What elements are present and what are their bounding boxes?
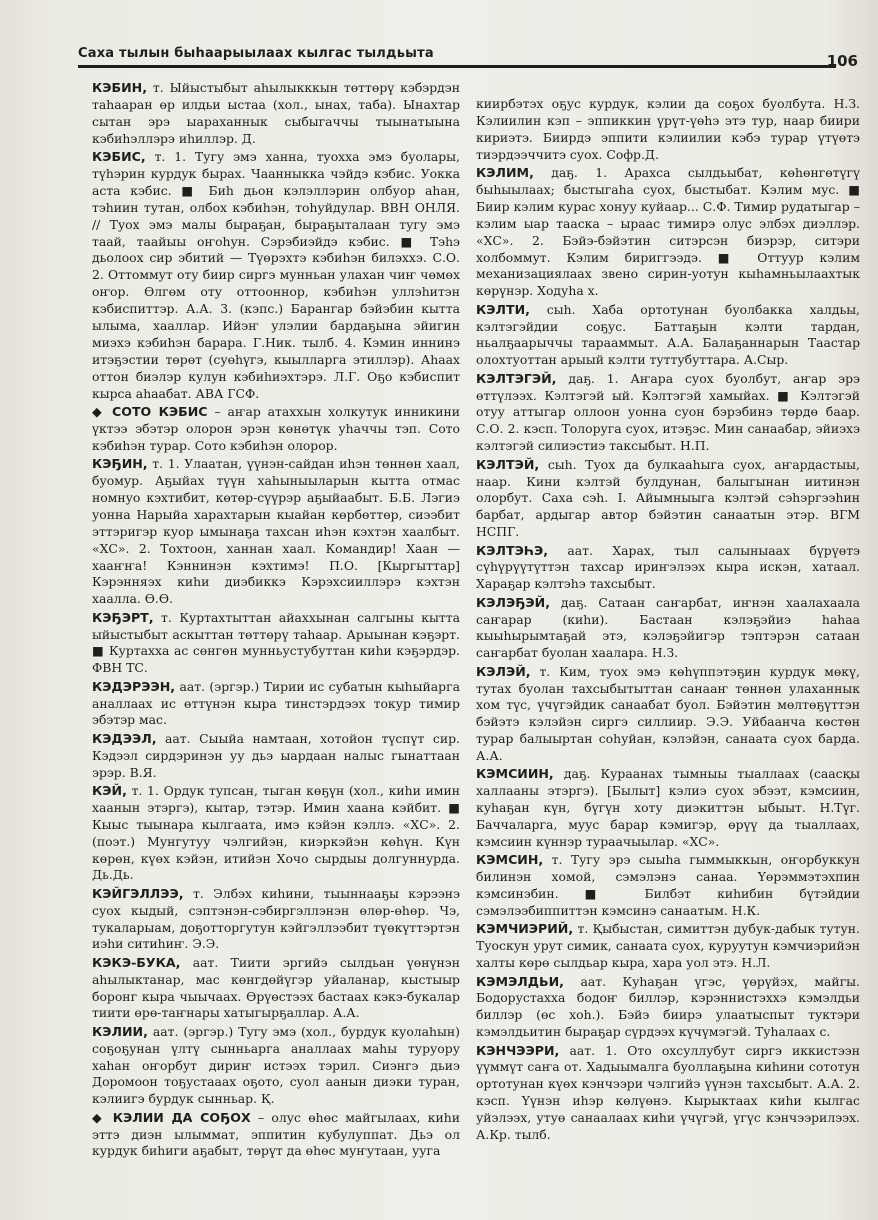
entry-headword: КЭЛЭҔЭЙ, [476, 594, 550, 610]
entry-definition: т. Тугу эрэ сыыһа гыммыккын, оҥорбуккун билинэн хомой, сэмэлэнэ санаа. Үөрэммэтэхпин кэмсинэбин. ■ Билбэт киһибин бүтэйдии сэмэлээбиппиттэн кэмсинэ санаатым. Н.К. [476, 852, 860, 919]
dictionary-entry-kelei [476, 664, 860, 765]
entry-definition: аат. Харах, тыл салыныаах бүрүөтэ сүһүрүүтүттэн тахсар ириҥэлээх кыра искэн, хатаал. Хараҕар кэлтэһэ тахсыбыт. [476, 542, 860, 592]
entry-definition: т. Куртахтыттан айаххынан салгыны кытта ыйыстыбыт аскыттан төттөрү таһаар. Арыынан кэҕэрт. ■ Куртахха ас сөнгөн мунньустубуттан киһи кэҕэрдэр. ФВН ТС. [92, 609, 460, 676]
entry-definition: т. Элбэх киһини, тыыннааҕы кэрээнэ суох кыдый, сэптэнэн-сэбиргэллэнэн өлөр-өһөр. Чэ, тукаларыам, доҕотторгутун кэйгэллээбит түөкүттэртэн иэһи ситиһиҥ. Э.Э. [92, 885, 460, 952]
dictionary-entry-kemeldi [476, 974, 860, 1042]
entry-paragraph [476, 595, 860, 663]
entry-headword: КЭҔЭРТ, [92, 609, 154, 625]
entry-headword: КЭЛТИ, [476, 301, 530, 317]
dictionary-entry-kebert [92, 610, 460, 678]
entry-definition: т. 1. Тугу эмэ ханна, туохха эмэ буолары, түһэрин курдук быраx. Чаанныкка чэйдэ кэбис. Уокка аста кэбис. ■ Биһ дьон кэлэллэрин олбуор аһан, тэһиин тутан, олбох кэбиһэн, тоһуйдулар. ВВН ОНЛЯ. // Туох эмэ малы быраҕан, быраҕыталаан тугу эмэ таай, таайыы оҥоһун. Сэрэбиэйдэ кэбис. ■ Тэһэ дьолоох сир эбитий — Түөрэхтэ кэбиһэн билэххэ. С.О. 2. Оттоммут оту биир сиргэ мунньан улахан чиҥ чөмөх оҥор. Өлгөм оту оттооннор, кэбиһэн уллэһитэн кэбиспиттэр. А.А. 3. (кэпс.) Барангар бэйэбин кытта ылыма, хааллар. Ийэҥ улэлии бардаҕына эйигин миэхэ кэбиһэн барара. Г.Ник. тылб. 4. Кэмин иннинэ итэҕэстии төрөт (суөһүгэ, кыылларга этиллэр). Аһаах оттон биэлэр кулун кэбиһиэхтэрэ. Л.Г. Оҕо кэбиспит кырса аһаабат. АВА ГСФ. [92, 149, 460, 401]
dictionary-entry-kemchiyerii [476, 921, 860, 972]
entry-headword: ◆ КЭЛИИ ДА СОҔОХ [92, 1109, 251, 1125]
entry-headword: КЭЛТЭҺЭ, [476, 542, 549, 558]
dictionary-entry-keltei [476, 457, 860, 542]
entry-definition: даҕ. Сатаан саҥарбат, иҥнэн хаалахаала саҥарар (киһи). Бастаан кэлэҕэйиэ һаһаа кыыһырымтаҕай этэ, кэлэҕэйигэр тэптэрэн сатаан саҥарбат буолан хаалара. Н.З. [476, 594, 860, 661]
dictionary-entry-kebin2 [92, 456, 460, 608]
entry-definition: т. 1. Улаатан, үүнэн-сайдан иһэн төннөн хаал, буомур. Аҕыйах түүн хаһыныыларын кытта отмас номнуо кэхтибит, көтөр-сүүрэр аҕыйаабыт. Б.Б. Лэгиэ уонна Нарыйа хараxтарын кыайан көрбөттөр, сиээбит эттэригэр куор ымынаҕа тахсан иһэн кэхтэн хаалбыт. «ХС». 2. Тохтоон, ханнан хаал. Командир! Хаан — хааҥҥа! Кэннинэн кэхтимэ! П.О. [Кыргыттар] Кэрэнняэх киһи диэбиккэ Кэрэхсииллэрэ кэхтэн хаалла. Ө.Ө. [92, 456, 460, 607]
entry-paragraph [92, 679, 460, 730]
running-title: Саха тылын быһаарыылаах кылгас тылдьыта [78, 46, 434, 61]
page-number: 106 [826, 52, 858, 70]
entry-paragraph [476, 974, 860, 1042]
entry-definition: аат. Сыыйа намтаан, хотойон түспүт сир. Кэдээл сирдэринэн уу дьэ ыардаан налыс гынаттаан эрэр. В.Я. [92, 730, 460, 780]
dictionary-entry-kemsin [476, 852, 860, 920]
dictionary-entry-kelii [92, 1024, 460, 1109]
entry-headword: КЭНЧЭЭРИ, [476, 1042, 560, 1058]
entry-headword: КЭМЭЛДЬИ, [476, 973, 564, 989]
dictionary-entry-kenchee [476, 1043, 860, 1144]
dictionary-entry-keigellee [92, 886, 460, 954]
entry-headword: КЭҔИН, [92, 456, 148, 472]
dictionary-entry-kedeel [92, 731, 460, 782]
entry-headword: КЭЛИИ, [92, 1023, 148, 1039]
entry-definition: аат. (эргэр.) Тугу эмэ (хол., бурдук куолаһын) соҕоҕунан үлтү сынньарга аналлаах маһы туруору хаһан оҥорбут дириҥ истээх тэрил. Сиэнгэ дьиэ Доромоон тоҕустааах оҕото, суол аанын диэки туран, кэлиигэ бурдук сынньар. Қ. [92, 1023, 460, 1107]
entry-definition: – аҥар атаххын холкутук инникини үктээ эбэтэр олорон эрэн көнөтүк уһаччы тэп. Сото кэбиһэн турар. Сото кэбиһэн олорор. [92, 404, 460, 453]
entry-paragraph [476, 165, 860, 300]
entry-paragraph [92, 456, 460, 608]
entry-definition: даҕ. Кураанах тымныы тыаллаах (саасқы халлааны этэргэ). [Былыт] кэлиэ суох эбээт, кэмсиин, куһаҕан күн, бүгүн хоту диэкиттэн ыбыыт. Н.Түг. Баччаларга, муус барар кэмигэр, өрүү да тыаллаах, кэмсиин күннэр тураачыылар. «ХС». [476, 766, 860, 850]
dictionary-entry-keke [92, 955, 460, 1023]
entry-paragraph [92, 886, 460, 954]
entry-headword: КЭМСИН, [476, 852, 544, 868]
entry-definition: аат. Куһаҕан үгэс, үөрүйэх, майгы. Бодорустахха бодоҥ биллэр, кэрэннистэххэ кэмэлдьи биллэр (өс хоһ.). Бэйэ биирэ улаатыспыт туктэри кэмэлдьитин быраҕар сүрдээх күчүмэгэй. Туһалаах с. [476, 973, 860, 1040]
entry-paragraph [476, 664, 860, 765]
entry-paragraph [476, 921, 860, 972]
entry-definition: сыһ. Хаба ортотунан буолбакка халдьы, кэлтэгэйдии соҕус. Баттаҕын кэлти тардан, ньалҕаарыччы тарааммыт. А.А. Балаҕаннарын Таастар олохтуоттан арыый кэлти туттубуттара. А.Сыр. [476, 301, 860, 368]
entry-headword: КЭЛЭЙ, [476, 663, 531, 679]
dictionary-entry-kei [92, 783, 460, 884]
header-rule [78, 65, 836, 68]
entry-paragraph [476, 457, 860, 542]
entry-definition: сыһ. Туох да булкааһыга суох, аҥардастыы, наар. Кини кэлтэй булдунан, балыгынан иитинэн олорбут. Саха сэһ. І. Айымныыга кэлтэй сэһэргээһин барбат, ардыгар автор бэйэтин санаатын этэр. ВГМ НСПГ. [476, 456, 860, 540]
entry-definition: т. Ким, туох эмэ көһүппэтэҕин курдук мөкү, тутах буолан тахсыбытыттан санааҥ төннөн улаханнык хом түс, үчүгэйдик санаабат буол. Бэйэтин мөлтөҕүттэн бэйэтэ кэлэйэн сиргэ силлиир. Э.Э. Уйбаанча көстөн турар балыыртан соһуйан, кэлэйэн, санаата суох барда. А.А. [476, 663, 860, 764]
entry-paragraph [92, 731, 460, 782]
entry-headword: КЭМСИИН, [476, 766, 554, 782]
entry-paragraph [92, 783, 460, 884]
entry-definition: аат. 1. Ото охсуллубут сиргэ иккистээн үүммүт саҥа от. Хадыымалга буоллаҕына киһини сототун ортотунан күөх кэнчээри чэлгийэ үүнэн тахсыбыт. А.А. 2. кэсп. Үүнэн иһэр көлүөнэ. Кырыктаах киһи кылгас уйэлээх, утуө санаалаах киһи үчүгэй, үгүс кэнчээрилээх. А.Кр. тылб. [476, 1042, 860, 1143]
entry-paragraph [476, 302, 860, 370]
entry-paragraph [476, 766, 860, 851]
entry-definition: т. 1. Ордук тупсан, тыган көҕүн (хол., киһи имин хаанын этэргэ), кытар, тэтэр. Имин хаана кэйбит. ■ Кыыс тыынара кылгаата, имэ кэйэн кэллэ. «ХС». 2. (поэт.) Мунгутуу чэлгийэн, киэркэйэн көһүн. Күн көрөн, күөх кэйэн, итийэн Хочо сырдыы долгуннурда. Дь.Дь. [92, 782, 460, 883]
entry-paragraph [92, 1110, 460, 1161]
entry-headword: ◆ СОТО КЭБИС [92, 404, 208, 419]
right-column [476, 96, 860, 1220]
dictionary-entry-kelii_da [92, 1110, 460, 1161]
dictionary-entry-kemsiin [476, 766, 860, 851]
entry-headword: КЭЛТЭГЭЙ, [476, 370, 557, 386]
entry-paragraph [476, 371, 860, 456]
entry-headword: КЭЛТЭЙ, [476, 456, 540, 472]
dictionary-entry-keltehe [476, 543, 860, 594]
entry-headword: КЭКЭ-БУКА, [92, 954, 181, 970]
left-column [92, 80, 460, 1210]
entry-headword: КЭДЭЭЛ, [92, 730, 157, 746]
entry-paragraph [476, 543, 860, 594]
entry-definition: киирбэтэх оҕус курдук, кэлии да соҕох буолбута. Н.З. Кэлиилин кэп – эппиккин үрүт-үөһэ этэ тур, наар биири кириэтэ. Биирдэ эппити кэлиилии кэбэ турар үтүөтэ тиэрдээччитэ суох. Софр.Д. [476, 96, 860, 162]
entry-headword: КЭДЭРЭЭН, [92, 678, 176, 694]
entry-paragraph [476, 96, 860, 164]
dictionary-entry-soto [92, 404, 460, 455]
entry-paragraph [476, 1043, 860, 1144]
dictionary-entry-kebin [92, 80, 460, 148]
entry-paragraph [92, 404, 460, 455]
entry-definition: аат. (эргэр.) Тирии ис субатын кыһыйарга аналлаах ис өттүнэн кыра тинстэрдээх токур тимир эбэтэр мас. [92, 678, 460, 728]
dictionary-entry-kelti [476, 302, 860, 370]
entry-headword: КЭЙГЭЛЛЭЭ, [92, 885, 184, 901]
entry-definition: – олус өһөс майгылаах, киһи эттэ диэн ылыммат, эппитин кубулуппат. Дьэ ол курдук биһиги аҕабыт, төрүт да өһөс муҥутаан, ууга [92, 1109, 460, 1159]
entry-headword: КЭБИН, [92, 80, 147, 95]
entry-paragraph [92, 149, 460, 403]
dictionary-entry-kelim [476, 165, 860, 300]
entry-headword: КЭБИС, [92, 149, 146, 165]
dictionary-entry-cont [476, 96, 860, 164]
entry-definition: т. Қыбыстан, симиттэн дубук-дабык тутун. Туоскун урут симик, санаата суох, куруутун кэмчиэрийэн халты көрө сылдьар кыра, хара уол этэ. Н.Л. [476, 921, 860, 971]
entry-definition: даҕ. 1. Аҥара суох буолбут, аҥар эрэ өттүлээх. Кэлтэгэй ый. Кэлтэгэй хамыйах. ■ Кэлтэгэй отуу аттыгар оллоон уонна суон бэрэбинэ төрдө баар. С.О. 2. кэсп. Толоруга суох, итэҕэс. Мин санаабар, эйиэхэ кэлтэгэй силиэстиэ таксыбыт. Н.П. [476, 370, 860, 454]
entry-definition: аат. Тиити эргийэ сылдьан үөнүнэн аһылыктанар, мас көнгдөйүгэр уйаланар, кыстыыр боронг кыра чыычаах. Өрүөстээх бастаах кэкэ-букалар тиити өрө-таҥнары хатыгырҕаллар. А.А. [92, 954, 460, 1021]
entry-definition: т. Ыйыстыбыт аһылыкккын төттөрү кэбэрдэн таһааран өр илдьи ыстаа (хол., ынах, таба). Ынахтар сытан эрэ ыараханнык сыбыгаччы тыынатыына кэбиһэллэрэ иһиллэр. Д. [92, 80, 460, 146]
entry-headword: КЭЛИМ, [476, 165, 534, 181]
entry-headword: КЭЙ, [92, 782, 127, 798]
dictionary-entry-kelehei [476, 595, 860, 663]
entry-paragraph [92, 80, 460, 148]
page-header [78, 34, 858, 68]
dictionary-entry-kederen [92, 679, 460, 730]
dictionary-entry-kebis [92, 149, 460, 403]
entry-paragraph [92, 610, 460, 678]
dictionary-entry-keltegei [476, 371, 860, 456]
entry-paragraph [476, 852, 860, 920]
entry-headword: КЭМЧИЭРИЙ, [476, 921, 574, 937]
entry-paragraph [92, 955, 460, 1023]
entry-definition: даҕ. 1. Араxса сылдьыбат, көһөнгөтүгү быһыылаах; быстыгаһа суох, быстыбат. Кэлим мус. ■ Биир кэлим курас хонуу куйаар... С.Ф. Тимир рудатыгар – кэлим ыар тааска – ыраас тимирэ олус элбэх диэллэр. «ХС». 2. Бэйэ-бэйэтин ситэрсэн биэрэр, ситэри холбоммут. Кэлим бириггээдэ. ■ Оттуур кэлим механизациялаах звено сирин-уотун кыһамньылаахтык көрүнэр. Ходуһа х. [476, 165, 860, 299]
entry-paragraph [92, 1024, 460, 1109]
